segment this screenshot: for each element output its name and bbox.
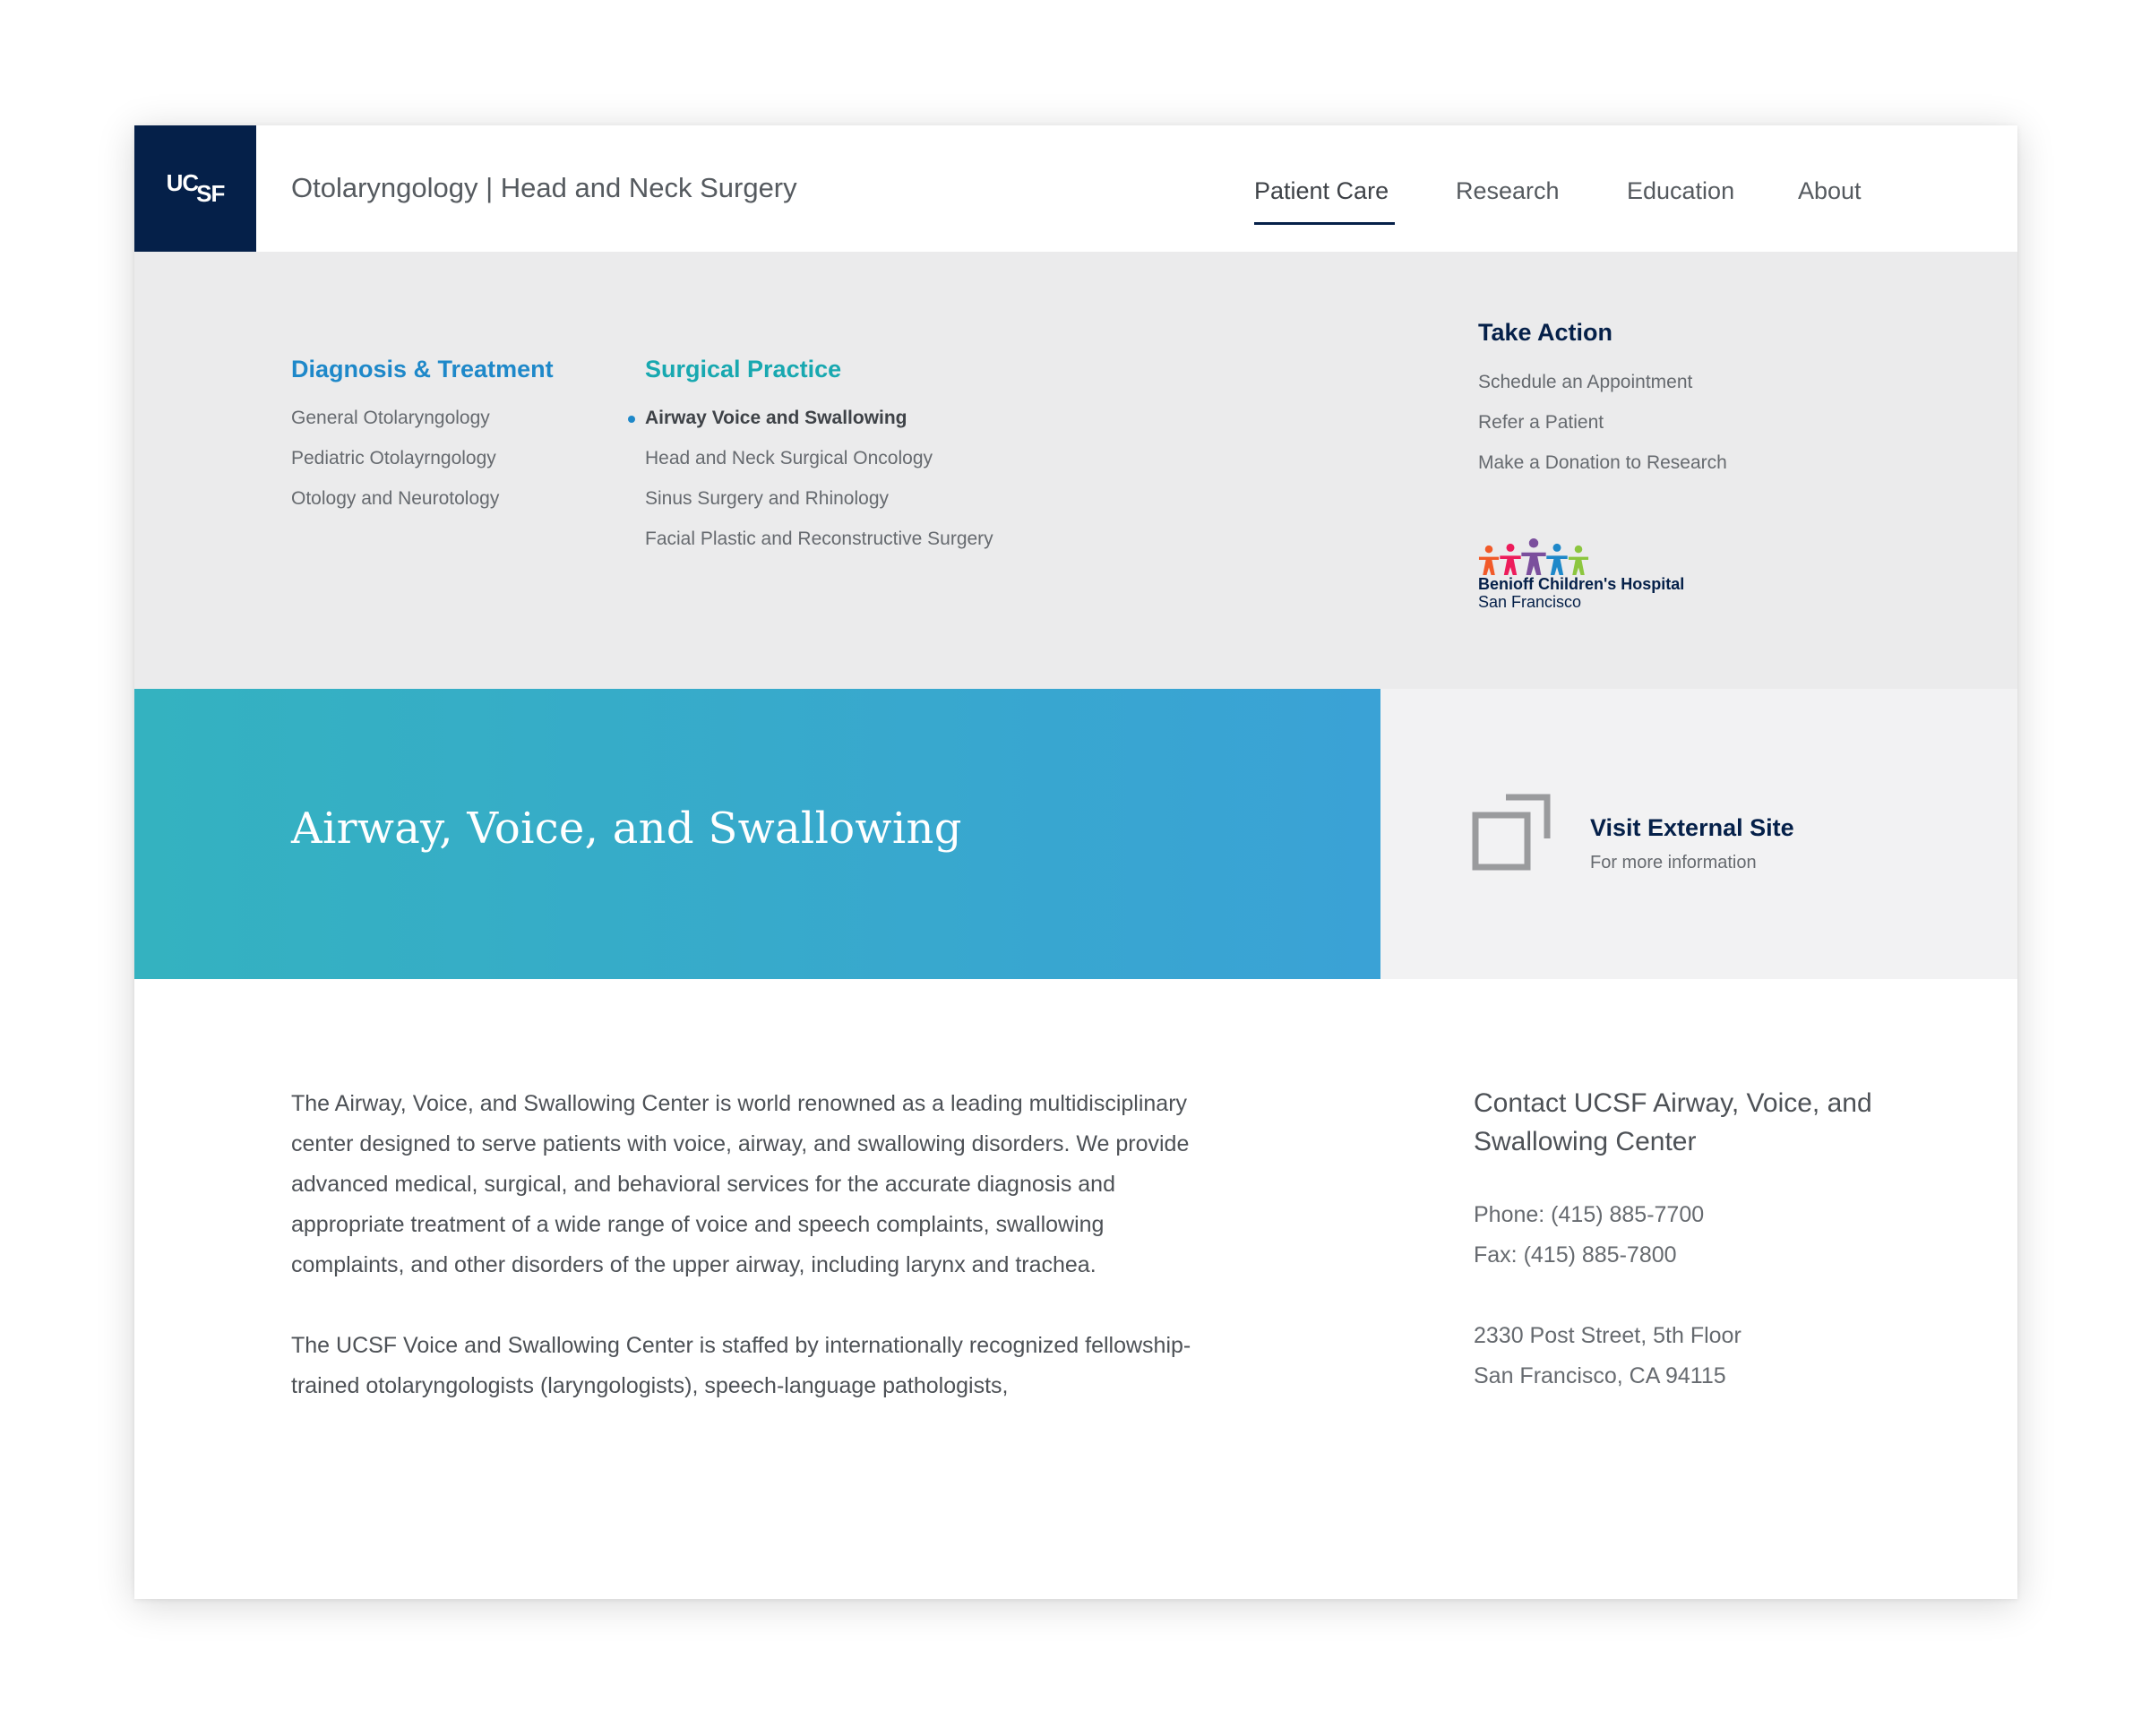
ucsf-logo[interactable] [134,125,256,252]
nav-about[interactable]: About [1798,177,1862,204]
hero-title: Airway, Voice, and Swallowing [291,804,962,854]
main-content [291,1084,1205,1447]
benioff-child-figure [1479,546,1499,575]
menu-link-airway-voice-swallowing[interactable]: Airway Voice and Swallowing [645,408,907,428]
body-paragraph: The UCSF Voice and Swallowing Center is staffed by internationally recognized fellowship-trained otolaryngologists (laryngologists), speech-language pathologists, [291,1333,1191,1398]
benioff-city: San Francisco [1478,593,1582,611]
external-site-panel[interactable] [1380,689,2017,979]
menu-link-make-donation[interactable]: Make a Donation to Research [1478,452,1727,473]
benioff-child-figure [1546,544,1567,575]
contact-panel [1474,1084,1939,1397]
mega-menu [134,252,2017,689]
logo-sf: SF [196,180,225,207]
menu-link-facial-plastic[interactable]: Facial Plastic and Reconstructive Surgery [645,529,993,549]
nav-patient-care[interactable]: Patient Care [1254,177,1389,204]
logo-uc: UC [166,169,199,196]
menu-link-pediatric-otolaryngology[interactable]: Pediatric Otolayrngology [291,448,496,468]
body-paragraph: The Airway, Voice, and Swallowing Center is world renowned as a leading multidisciplinary center designed to serve patients with voice, airway, and swallowing disorders. We provide advanced medical, surgical, and behavioral services for the accurate diagnosis and appropriate treatment of a wide range of voice and speech complaints, swallowing complaints, and other disorders of the upper airway, including larynx and trachea. [291,1091,1190,1277]
external-link-icon [1472,792,1552,872]
external-site-subtitle: For more information [1590,853,1757,872]
benioff-childrens-hospital-logo[interactable] [1478,537,1729,627]
diagnosis-heading[interactable]: Diagnosis & Treatment [291,356,554,382]
site-title[interactable]: Otolaryngology | Head and Neck Surgery [291,172,797,203]
nav-education[interactable]: Education [1627,177,1735,204]
benioff-child-figure [1521,538,1545,575]
hero-banner [134,689,1380,979]
contact-address-line1: 2330 Post Street, 5th Floor [1474,1323,1742,1348]
benioff-name: Benioff Children's Hospital [1478,575,1685,593]
menu-link-head-neck-oncology[interactable]: Head and Neck Surgical Oncology [645,448,933,468]
take-action-heading: Take Action [1478,319,1613,346]
contact-spacer [1474,1276,1939,1316]
menu-link-refer-patient[interactable]: Refer a Patient [1478,412,1604,433]
contact-phone[interactable]: Phone: (415) 885-7700 [1474,1202,1705,1227]
surgical-heading[interactable]: Surgical Practice [645,356,842,382]
ucsf-logo-text [166,169,225,207]
contact-address-line2: San Francisco, CA 94115 [1474,1363,1726,1388]
external-site-title[interactable]: Visit External Site [1590,814,1794,841]
contact-fax: Fax: (415) 885-7800 [1474,1242,1677,1268]
nav-research[interactable]: Research [1456,177,1560,204]
page-frame [134,125,2017,1599]
active-nav-indicator [1254,222,1395,225]
benioff-figures-icon [1478,537,1604,575]
contact-title: Contact UCSF Airway, Voice, and Swallowing Center [1474,1088,1872,1156]
menu-link-general-otolaryngology[interactable]: General Otolaryngology [291,408,490,428]
menu-link-sinus-rhinology[interactable]: Sinus Surgery and Rhinology [645,488,889,509]
menu-link-otology-neurotology[interactable]: Otology and Neurotology [291,488,500,509]
site-header [134,125,2017,252]
menu-link-schedule-appointment[interactable]: Schedule an Appointment [1478,372,1693,392]
benioff-child-figure [1500,544,1520,575]
current-page-bullet [628,416,635,423]
benioff-child-figure [1569,546,1588,575]
